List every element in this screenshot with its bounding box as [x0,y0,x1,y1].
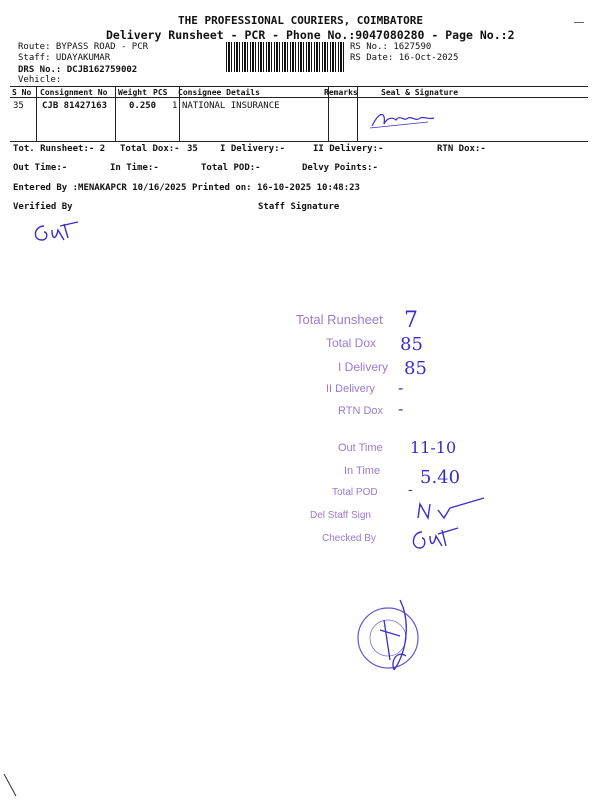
rs-date: RS Date: 16-Oct-2025 [350,53,459,63]
corner-mark-bottom-left [2,772,18,798]
stamp-value-i-delivery: 85 [404,358,427,379]
stamp-value-total-pod: - [408,482,413,498]
stamp-value-ii-delivery: - [398,378,404,397]
cell-consignment: CJB 81427163 [42,101,108,111]
company-name: THE PROFESSIONAL COURIERS, COIMBATORE [178,14,424,27]
stamp-value-in-time: 5.40 [420,467,461,488]
stamp-value-total-runsheet: 7 [404,308,418,333]
total-dox-label: Total Dox:- [120,144,180,154]
del-staff-signature-image [404,496,488,524]
cell-consignee: NATIONAL INSURANCE [182,101,280,111]
delvy-points-label: Delvy Points:- [302,163,378,173]
stamp-value-total-dox: 85 [400,334,423,355]
col-header-seal-signature: Seal & Signature [381,88,459,97]
col-header-sno: S No [12,88,32,97]
stamp-label-total-runsheet: Total Runsheet [296,312,383,327]
verifier-signature-image [30,218,90,248]
out-time-label: Out Time:- [13,163,68,173]
stamp-label-ii-delivery: II Delivery [326,383,375,395]
runsheet-title: Delivery Runsheet - PCR - Phone No.:9047080280 - Page No.:2 [106,28,515,42]
col-header-weight: Weight [118,88,147,97]
staff-label: Staff: UDAYAKUMAR [18,53,111,63]
checker-signature-image [408,524,468,556]
rs-number: RS No.: 1627590 [350,42,432,52]
receiver-signature-image [368,106,440,134]
round-seal-image [350,590,440,690]
stamp-label-total-dox: Total Dox [326,336,377,350]
cell-weight: 0.250 [129,101,157,111]
tot-runsheet: Tot. Runsheet:- 2 [13,144,106,154]
col-header-consignee: Consignee Details [178,88,260,97]
cell-pcs: 1 [172,101,178,111]
barcode-image [226,42,344,72]
stamp-label-i-delivery: I Delivery [338,360,389,374]
stamp-label-rtn-dox: RTN Dox [338,405,384,417]
col-header-consignment: Consignment No [40,88,108,97]
col-header-pcs: PCS [153,88,168,97]
route-label: Route: BYPASS ROAD - PCR [18,42,149,52]
staff-signature-label: Staff Signature [258,202,340,212]
stamp-label-del-staff-sign: Del Staff Sign [310,510,371,521]
stamp-label-in-time: In Time [344,465,381,477]
stamp-label-total-pod: Total POD [332,487,378,498]
stamp-label-checked-by: Checked By [322,533,376,544]
entered-by: Entered By :MENAKAPCR 10/16/2025 [13,183,187,193]
stamp-label-out-time: Out Time [338,442,383,454]
i-delivery-label: I Delivery:- [220,144,286,154]
corner-mark [574,22,584,23]
stamp-value-rtn-dox: - [398,399,404,418]
total-dox-value: 35 [187,144,198,154]
drs-number: DRS No.: DCJB162759002 [18,65,138,75]
printed-on: Printed on: 16-10-2025 10:48:23 [192,183,360,193]
cell-sno: 35 [13,101,24,111]
stamp-value-out-time: 11-10 [410,438,457,457]
col-header-remarks: Remarks [324,88,358,97]
vehicle-label: Vehicle: [18,75,62,85]
total-pod-label: Total POD:- [201,163,261,173]
in-time-label: In Time:- [110,163,159,173]
rtn-dox-label: RTN Dox:- [437,144,486,154]
verified-by-label: Verified By [13,202,73,212]
ii-delivery-label: II Delivery:- [313,144,384,154]
